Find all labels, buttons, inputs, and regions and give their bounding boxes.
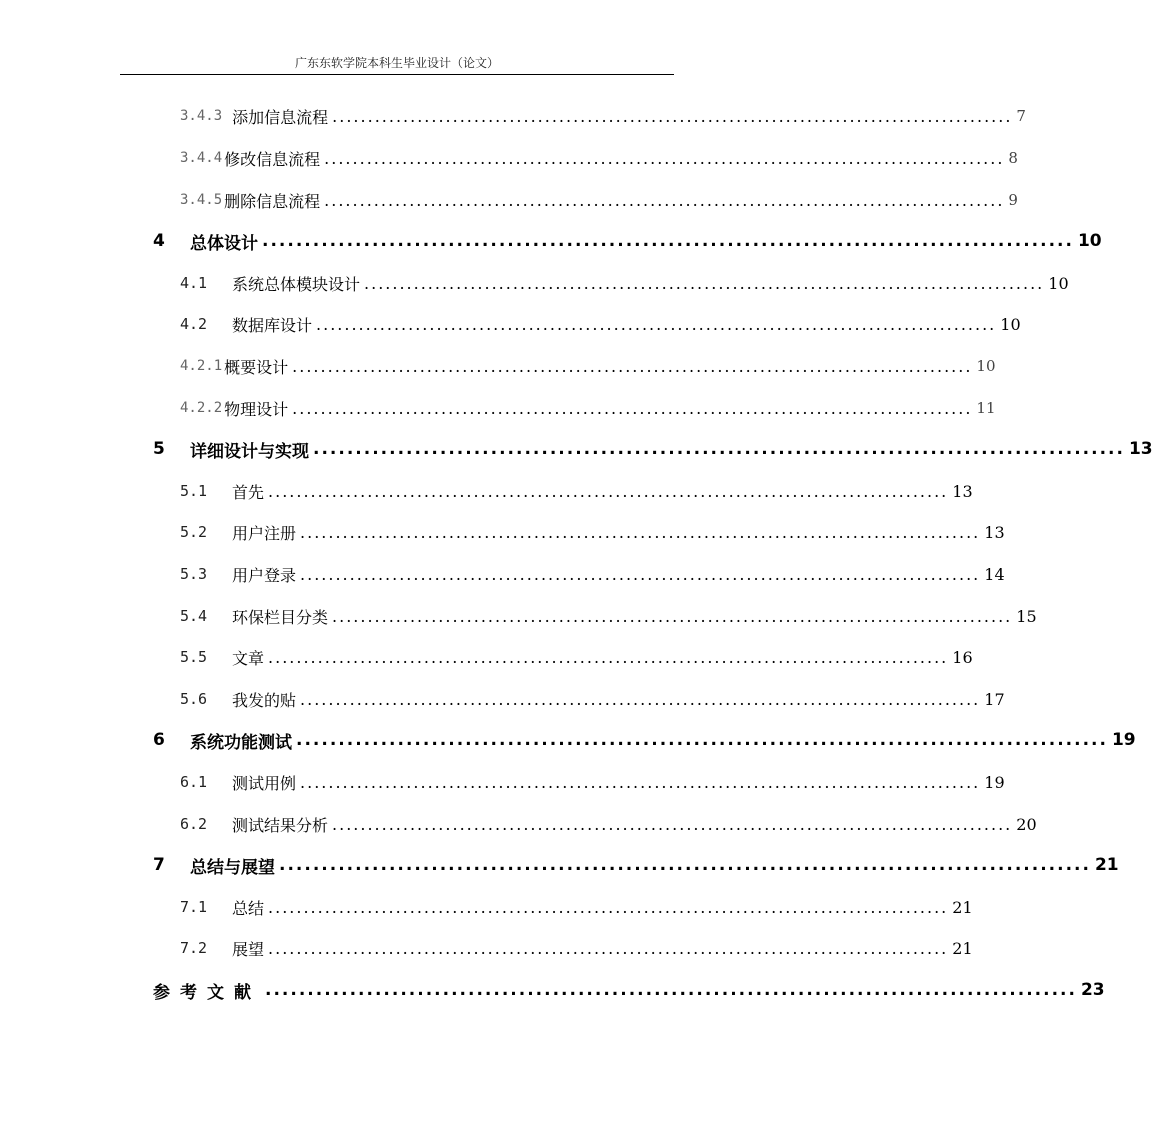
toc-page-number: 13 [984, 522, 1005, 542]
toc-page-number: 20 [1016, 814, 1037, 834]
toc-leader: ................................................................................................ [262, 231, 1074, 251]
toc-number: 6 [153, 730, 165, 750]
page-header: 广东东软学院本科生毕业设计（论文） [294, 56, 499, 70]
toc-number: 5.2 [180, 523, 208, 541]
toc-title: 物理设计 [224, 399, 289, 419]
toc-page-number: 15 [1016, 606, 1037, 626]
toc-page-number: 8 [1008, 149, 1018, 167]
toc-number: 3.4.5 [180, 192, 223, 208]
toc-page-number: 11 [976, 399, 996, 417]
toc-entry-5-2[interactable] [180, 519, 1005, 545]
toc-leader: ................................................................................................ [324, 148, 1005, 168]
toc-page-number: 19 [984, 772, 1005, 792]
toc-leader: ................................................................................................ [268, 481, 949, 501]
toc-page-number: 23 [1080, 980, 1105, 1000]
toc-leader: ................................................................................................ [268, 647, 949, 667]
toc-leader: ................................................................................................ [292, 398, 973, 418]
toc-page-number: 10 [1000, 314, 1021, 334]
toc-entry-5-4[interactable] [180, 603, 1037, 629]
toc-title: 我发的贴 [232, 690, 297, 710]
toc-page-number: 17 [984, 689, 1005, 709]
toc-number: 4.2 [180, 315, 208, 333]
toc-leader: ................................................................................................ [300, 564, 981, 584]
toc-leader: ................................................................................................ [265, 980, 1077, 1000]
toc-title: 展望 [232, 939, 265, 959]
toc-entry-7-1[interactable] [180, 894, 973, 920]
toc-number: 5.5 [180, 648, 208, 666]
toc-title: 参考文献 [153, 982, 261, 1003]
toc-entry-references[interactable] [153, 977, 1105, 1003]
toc-page-number: 16 [952, 647, 973, 667]
toc-number: 5.6 [180, 690, 208, 708]
toc-entry-3-4-5[interactable] [180, 187, 1018, 213]
toc-title: 测试用例 [232, 773, 297, 793]
toc-leader: ................................................................................................ [268, 938, 949, 958]
toc-number: 7 [153, 855, 165, 875]
toc-title: 首先 [232, 482, 265, 502]
toc-title: 总结与展望 [190, 857, 275, 878]
toc-number: 4 [153, 231, 165, 251]
toc-entry-5-6[interactable] [180, 686, 1005, 712]
toc-leader: ................................................................................................ [300, 772, 981, 792]
toc-entry-3-4-3[interactable] [180, 103, 1026, 129]
toc-number: 5.4 [180, 607, 208, 625]
toc-number: 6.2 [180, 815, 208, 833]
toc-number: 5 [153, 439, 165, 459]
toc-leader: ................................................................................................ [332, 814, 1013, 834]
toc-number: 3.4.3 [180, 108, 223, 124]
toc-entry-5-5[interactable] [180, 644, 973, 670]
toc-title: 用户注册 [232, 523, 297, 543]
toc-page-number: 19 [1111, 730, 1136, 750]
toc-title: 总结 [232, 898, 265, 918]
toc-title: 系统总体模块设计 [232, 274, 361, 294]
toc-entry-4-1[interactable] [180, 270, 1069, 296]
toc-leader: ................................................................................................ [300, 689, 981, 709]
toc-entry-5-1[interactable] [180, 478, 973, 504]
toc-entry-chapter-6[interactable] [153, 727, 1136, 753]
toc-title: 数据库设计 [232, 315, 313, 335]
toc-entry-chapter-4[interactable] [153, 228, 1102, 254]
toc-number: 4.1 [180, 274, 208, 292]
toc-number: 7.1 [180, 898, 208, 916]
toc-page-number: 21 [1094, 855, 1119, 875]
toc-entry-3-4-4[interactable] [180, 145, 1018, 171]
toc-entry-4-2-1[interactable] [180, 353, 996, 379]
toc-page-number: 9 [1008, 191, 1018, 209]
toc-page-number: 13 [1128, 439, 1153, 459]
toc-leader: ................................................................................................ [324, 190, 1005, 210]
toc-leader: ................................................................................................ [300, 522, 981, 542]
toc-number: 7.2 [180, 939, 208, 957]
toc-title: 总体设计 [190, 233, 258, 254]
toc-entry-4-2-2[interactable] [180, 395, 996, 421]
toc-page-number: 10 [1077, 231, 1102, 251]
toc-page-number: 21 [952, 938, 973, 958]
toc-entry-6-2[interactable] [180, 811, 1037, 837]
toc-entry-7-2[interactable] [180, 935, 973, 961]
toc-title: 概要设计 [224, 357, 289, 377]
toc-page-number: 7 [1016, 107, 1026, 125]
toc-leader: ................................................................................................ [313, 439, 1125, 459]
toc-leader: ................................................................................................ [268, 897, 949, 917]
toc-page-number: 13 [952, 481, 973, 501]
toc-entry-chapter-7[interactable] [153, 852, 1119, 878]
toc-leader: ................................................................................................ [292, 356, 973, 376]
toc-title: 删除信息流程 [224, 191, 321, 211]
toc-title: 测试结果分析 [232, 815, 329, 835]
toc-title: 文章 [232, 648, 265, 668]
toc-number: 5.1 [180, 482, 208, 500]
toc-number: 6.1 [180, 773, 208, 791]
toc-title: 用户登录 [232, 565, 297, 585]
toc-entry-4-2[interactable] [180, 311, 1021, 337]
toc-page-number: 10 [1048, 273, 1069, 293]
toc-title: 详细设计与实现 [190, 441, 309, 462]
toc-leader: ................................................................................................ [296, 730, 1108, 750]
toc-entry-6-1[interactable] [180, 769, 1005, 795]
toc-leader: ................................................................................................ [332, 606, 1013, 626]
toc-number: 5.3 [180, 565, 208, 583]
toc-page-number: 21 [952, 897, 973, 917]
toc-entry-5-3[interactable] [180, 561, 1005, 587]
toc-number: 4.2.1 [180, 358, 223, 374]
toc-title: 修改信息流程 [224, 149, 321, 169]
toc-leader: ................................................................................................ [316, 314, 997, 334]
toc-title: 添加信息流程 [232, 107, 329, 127]
toc-leader: ................................................................................................ [364, 273, 1045, 293]
toc-number: 3.4.4 [180, 150, 223, 166]
toc-leader: ................................................................................................ [279, 855, 1091, 875]
toc-title: 系统功能测试 [190, 732, 292, 753]
toc-page-number: 10 [976, 357, 996, 375]
toc-page-number: 14 [984, 564, 1005, 584]
toc-number: 4.2.2 [180, 400, 223, 416]
toc-entry-chapter-5[interactable] [153, 436, 1153, 462]
toc-title: 环保栏目分类 [232, 607, 329, 627]
toc-leader: ................................................................................................ [332, 106, 1013, 126]
